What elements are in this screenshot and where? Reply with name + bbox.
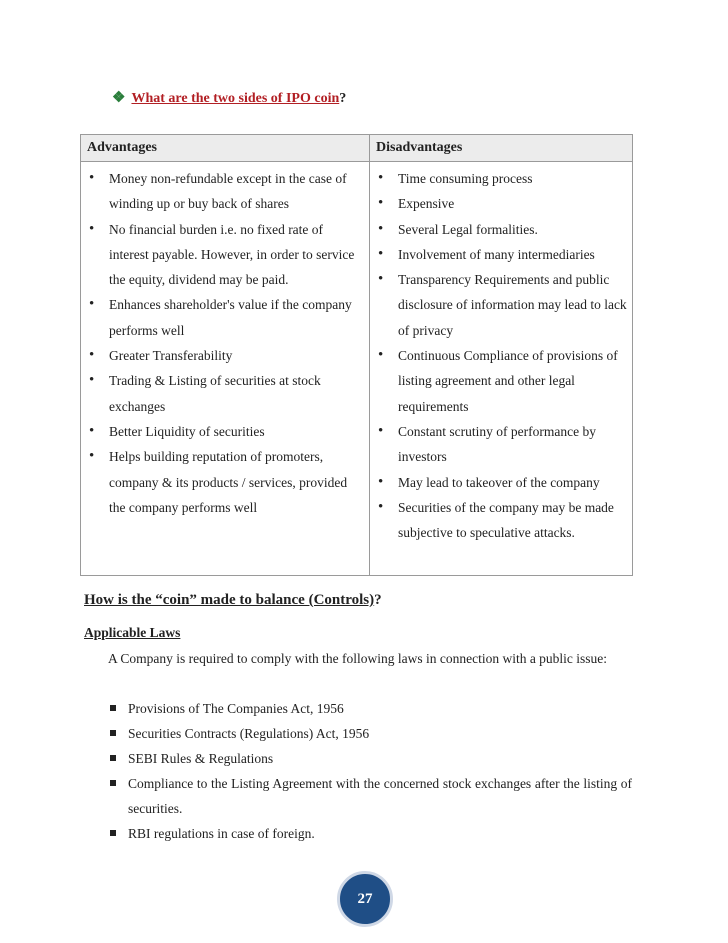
list-item: SEBI Rules & Regulations — [108, 746, 632, 771]
list-item: • Constant scrutiny of performance by investors — [374, 419, 628, 470]
disadvantages-cell — [370, 162, 633, 576]
list-item: • Enhances shareholder's value if the company performs well — [85, 292, 365, 343]
list-item: Compliance to the Listing Agreement with the concerned stock exchanges after the listing of securities. — [108, 771, 632, 821]
advantages-list — [85, 166, 365, 520]
list-item: • Time consuming process — [374, 166, 628, 191]
list-item: • Expensive — [374, 191, 628, 216]
list-item: • Securities of the company may be made subjective to speculative attacks. — [374, 495, 628, 546]
list-item: • No financial burden i.e. no fixed rate of interest payable. However, in order to service the equity, dividend may be paid. — [85, 217, 365, 293]
heading-punct: ? — [374, 592, 382, 608]
list-item: • Money non-refundable except in the case of winding up or buy back of shares — [85, 166, 365, 217]
heading-text: What are the two sides of IPO coin — [131, 91, 340, 106]
list-item: • Involvement of many intermediaries — [374, 242, 628, 267]
advantages-header: Advantages — [81, 135, 370, 162]
advantages-cell — [81, 162, 370, 576]
list-item: • Greater Transferability — [85, 343, 365, 368]
list-item: • May lead to takeover of the company — [374, 470, 628, 495]
section-heading-controls — [84, 592, 382, 609]
page-number: 27 — [337, 871, 393, 927]
list-item: Provisions of The Companies Act, 1956 — [108, 696, 632, 721]
heading-punct: ? — [339, 91, 347, 106]
disadvantages-header: Disadvantages — [370, 135, 633, 162]
list-item: • Continuous Compliance of provisions of listing agreement and other legal requirements — [374, 343, 628, 419]
ipo-comparison-table — [80, 134, 633, 576]
disadvantages-list — [374, 166, 628, 545]
list-item: • Better Liquidity of securities — [85, 419, 365, 444]
applicable-laws-heading: Applicable Laws — [84, 625, 181, 640]
list-item: • Transparency Requirements and public disclosure of information may lead to lack of privacy — [374, 267, 628, 343]
list-item: Securities Contracts (Regulations) Act, 1956 — [108, 721, 632, 746]
diamond-bullet-icon: ❖ — [112, 90, 126, 106]
section-heading-ipo-coin — [112, 88, 346, 107]
heading-text: How is the “coin” made to balance (Controls) — [84, 592, 375, 608]
list-item: RBI regulations in case of foreign. — [108, 821, 632, 846]
list-item: • Helps building reputation of promoters, company & its products / services, provided the company performs well — [85, 444, 365, 520]
applicable-laws-intro: A Company is required to comply with the following laws in connection with a public issue: — [108, 651, 608, 666]
list-item: • Trading & Listing of securities at stock exchanges — [85, 368, 365, 419]
list-item: • Several Legal formalities. — [374, 217, 628, 242]
applicable-laws-list — [108, 696, 632, 846]
